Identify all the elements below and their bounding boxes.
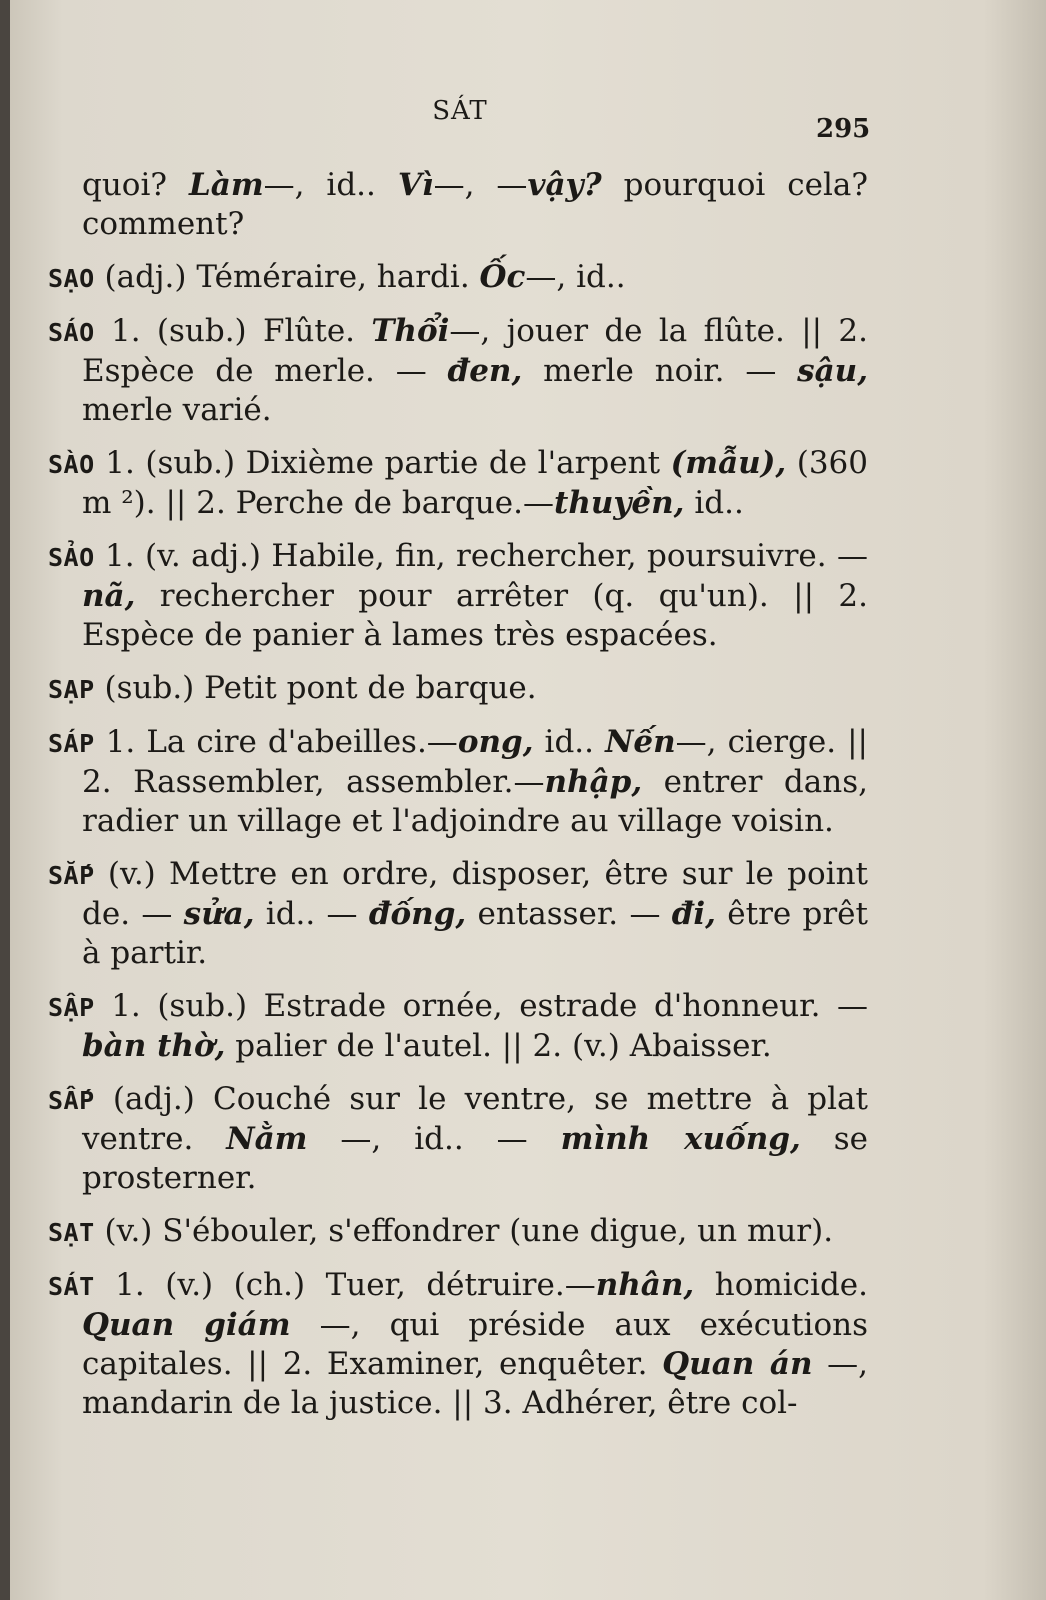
entry-sap-breve-nang: SẮP (v.) Mettre en ordre, disposer, être sur le point de. — sửa, id.. — đống, entasser. — đi, être prêt à partir. <box>48 856 868 971</box>
headword: SÁT <box>48 1272 95 1301</box>
headword: SẬP <box>48 993 95 1022</box>
entry-sao-sac: SÁO 1. (sub.) Flûte. Thổi—, jouer de la flûte. || 2. Espèce de merle. — đen, merle noir. — sậu, merle varié. <box>48 313 868 428</box>
entry-sap-circ-sac: SẤP (adj.) Couché sur le ventre, se mettre à plat ventre. Nằm —, id.. — mình xuống, se prosterner. <box>48 1081 869 1196</box>
entry-sap-sac: SÁP 1. La cire d'abeilles.—ong, id.. Nến—, cierge. || 2. Rassembler, assembler.—nhập, entrer dans, radier un village et l'adjoindre au village voisin. <box>48 724 868 839</box>
running-head: SÁT <box>432 96 488 126</box>
page-number: 295 <box>816 114 871 144</box>
entry-sap-nang: SẠP (sub.) Petit pont de barque. <box>48 670 537 706</box>
headword: SẠO <box>48 264 95 293</box>
headword: SẢO <box>48 543 95 572</box>
headword: SẠT <box>48 1218 95 1247</box>
entry-sao-hoi: SẢO 1. (v. adj.) Habile, fin, rechercher, poursuivre. — nã, rechercher pour arrêter (q. qu'un). || 2. Espèce de panier à lames très espacées. <box>48 538 868 653</box>
entry-sao-nang: SẠO (adj.) Téméraire, hardi. Ốc—, id.. <box>48 259 626 295</box>
entry-sat-sac: SÁT 1. (v.) (ch.) Tuer, détruire.—nhân, homicide. Quan giám —, qui préside aux exécutions capitales. || 2. Examiner, enquêter. Quan án —, mandarin de la justice. || 3. Adhérer, être col- <box>48 1267 868 1421</box>
headword: SÁO <box>48 318 95 347</box>
entry-list <box>48 166 868 1437</box>
headword: SẠP <box>48 675 95 704</box>
headword: SẮP <box>48 861 95 890</box>
entry-sao-huyen: SÀO 1. (sub.) Dixième partie de l'arpent (mẫu), (360 m ²). || 2. Perche de barque.—thuyền, id.. <box>48 445 868 521</box>
entry-sat-nang: SẠT (v.) S'ébouler, s'effondrer (une digue, un mur). <box>48 1213 834 1249</box>
headword: SẤP <box>48 1086 95 1115</box>
headword: SÀO <box>48 450 95 479</box>
entry-continuation: quoi? Làm—, id.. Vì—, —vậy? pourquoi cela? comment? <box>82 167 868 242</box>
entry-sap-circ-nang: SẬP 1. (sub.) Estrade ornée, estrade d'honneur. — bàn thờ, palier de l'autel. || 2. (v.) Abaisser. <box>48 988 868 1064</box>
book-gutter <box>0 0 10 1600</box>
headword: SÁP <box>48 729 95 758</box>
